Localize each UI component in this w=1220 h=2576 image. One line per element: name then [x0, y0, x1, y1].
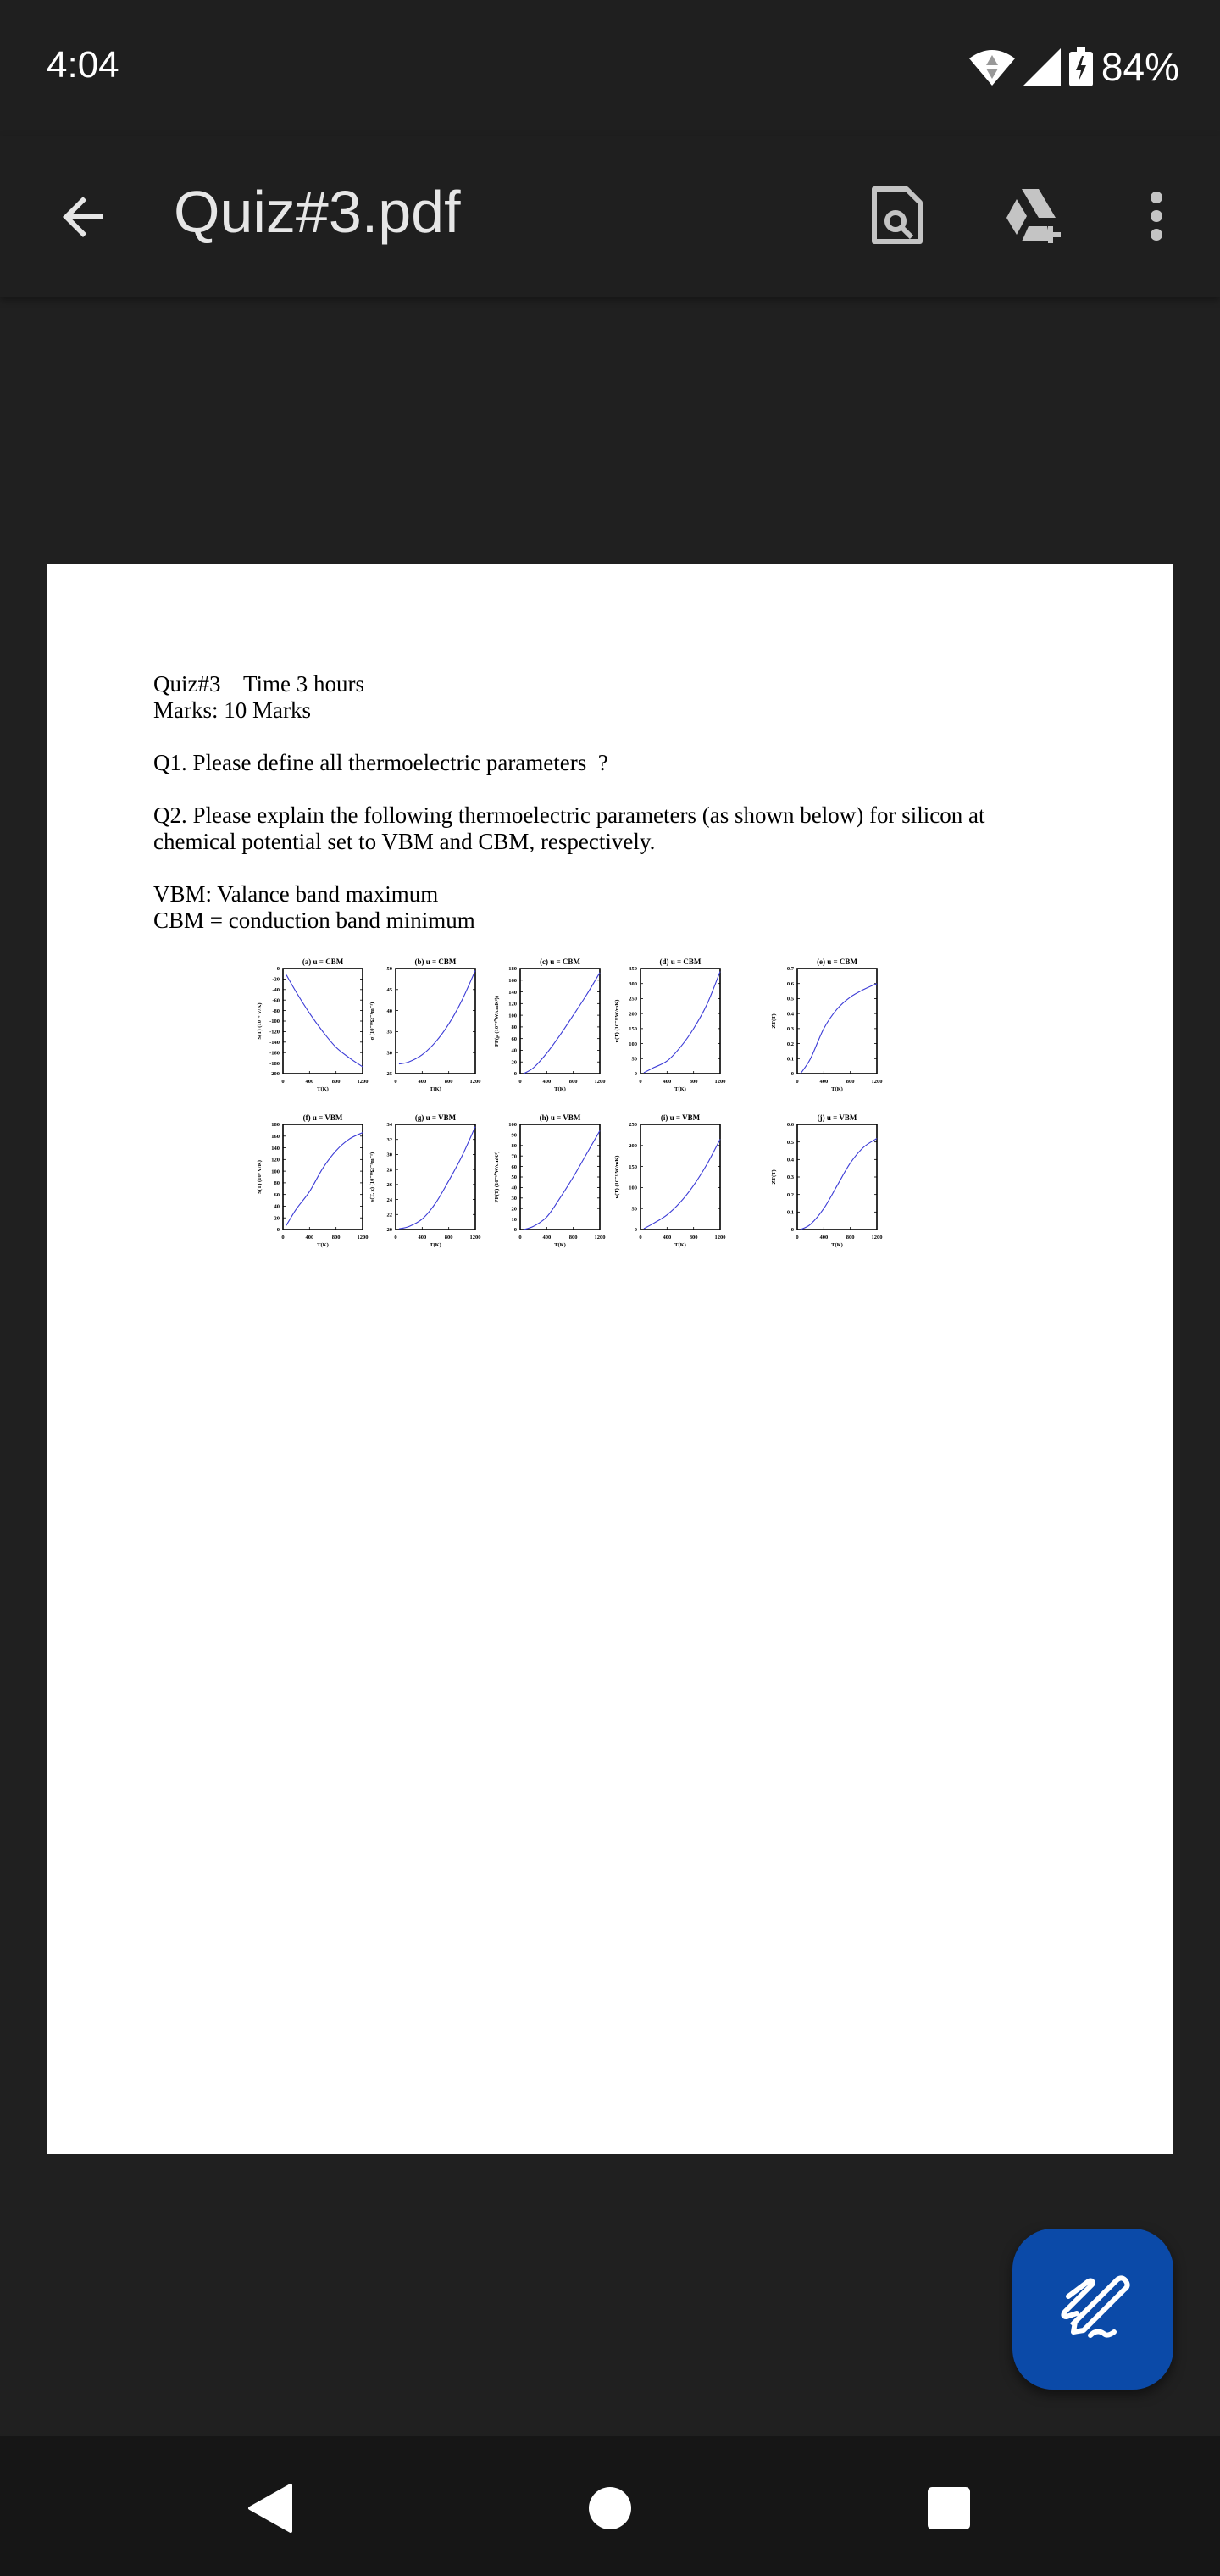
y-tick-label: -20 [272, 976, 280, 983]
y-tick-label: 20 [511, 1206, 517, 1213]
y-tick-label: 0.4 [786, 1157, 794, 1163]
x-axis-label: T(K) [317, 1242, 329, 1248]
y-tick-label: 20 [274, 1215, 280, 1222]
y-tick-label: 100 [629, 1185, 637, 1191]
y-tick-label: 0.1 [786, 1056, 794, 1063]
plot-frame [520, 969, 600, 1074]
y-tick-label: 0.2 [786, 1041, 794, 1047]
y-tick-label: 120 [508, 1001, 517, 1008]
y-tick-label: -80 [272, 1008, 280, 1014]
y-tick-label: 180 [508, 966, 517, 973]
question-2: Q2. Please explain the following thermoelectric parameters (as shown below) for silicon at chemical potential set to VBM and CBM, respectively. [153, 802, 985, 854]
y-tick-label: 0 [276, 966, 280, 973]
vbm-definition: VBM: Valance band maximum [153, 881, 439, 907]
data-series-line [286, 974, 363, 1067]
x-tick-label: 0 [394, 1079, 397, 1085]
x-tick-label: 1200 [357, 1235, 369, 1241]
plot-frame [520, 1124, 600, 1230]
chart-title: (b) u = CBM [414, 958, 457, 966]
y-tick-label: 0.5 [786, 996, 794, 1002]
x-tick-label: 800 [331, 1235, 341, 1241]
nav-recents-icon[interactable] [919, 2479, 979, 2538]
annotate-fab-button[interactable] [1012, 2229, 1173, 2390]
navigation-bar [0, 2436, 1220, 2576]
x-tick-label: 400 [542, 1235, 552, 1241]
app-bar [0, 136, 1220, 297]
y-tick-label: 0 [276, 1227, 280, 1234]
y-tick-label: 20 [386, 1227, 392, 1234]
data-series-line [524, 973, 600, 1074]
y-axis-label: ZT(T) [771, 1169, 777, 1185]
y-tick-label: 200 [629, 1011, 637, 1018]
y-tick-label: 100 [508, 1122, 517, 1129]
x-tick-label: 400 [819, 1235, 829, 1241]
x-tick-label: 1200 [871, 1235, 883, 1241]
x-tick-label: 0 [639, 1235, 642, 1241]
y-tick-label: -200 [269, 1071, 280, 1078]
x-axis-label: T(K) [430, 1242, 441, 1248]
y-tick-label: 26 [386, 1182, 392, 1189]
y-tick-label: 150 [629, 1163, 637, 1170]
y-tick-label: 100 [629, 1041, 637, 1047]
signal-icon [1023, 48, 1061, 86]
y-tick-label: 0.5 [786, 1139, 794, 1146]
x-tick-label: 400 [305, 1235, 314, 1241]
data-series-line [801, 984, 877, 1074]
x-tick-label: 400 [305, 1079, 314, 1085]
x-tick-label: 800 [444, 1079, 453, 1085]
cbm-definition: CBM = conduction band minimum [153, 908, 475, 933]
y-tick-label: 50 [631, 1056, 637, 1063]
x-tick-label: 0 [518, 1235, 522, 1241]
x-tick-label: 400 [663, 1079, 672, 1085]
y-tick-label: 10 [511, 1216, 517, 1223]
x-axis-label: T(K) [674, 1086, 686, 1092]
plot-frame [396, 1124, 475, 1230]
y-tick-label: 0 [634, 1071, 637, 1078]
x-tick-label: 400 [418, 1079, 427, 1085]
y-tick-label: 70 [511, 1153, 517, 1160]
more-vert-icon[interactable] [1123, 182, 1190, 250]
y-tick-label: 20 [511, 1059, 517, 1066]
x-axis-label: T(K) [430, 1086, 441, 1092]
x-tick-label: 0 [518, 1079, 522, 1085]
x-tick-label: 400 [418, 1235, 427, 1241]
y-tick-label: 0 [634, 1227, 637, 1234]
y-tick-label: 34 [386, 1122, 392, 1129]
y-tick-label: 32 [386, 1136, 392, 1143]
y-axis-label: κ(T) (10⁻¹³W/mK) [614, 999, 620, 1043]
y-tick-label: 250 [629, 996, 637, 1002]
y-tick-label: 0.4 [786, 1011, 794, 1018]
x-axis-label: T(K) [317, 1086, 329, 1092]
chart-title: (c) u = CBM [540, 958, 580, 966]
status-bar [0, 0, 1220, 136]
x-tick-label: 0 [796, 1079, 799, 1085]
y-tick-label: 40 [274, 1203, 280, 1210]
y-tick-label: 40 [511, 1047, 517, 1054]
data-series-line [399, 1127, 475, 1229]
x-tick-label: 0 [394, 1235, 397, 1241]
x-tick-label: 1200 [714, 1235, 726, 1241]
x-tick-label: 0 [639, 1079, 642, 1085]
question-1: Q1. Please define all thermoelectric parameters ? [153, 750, 608, 775]
y-tick-label: -160 [269, 1050, 280, 1057]
y-tick-label: 0.1 [786, 1209, 794, 1216]
x-tick-label: 800 [846, 1079, 855, 1085]
y-tick-label: -100 [269, 1019, 280, 1025]
y-tick-label: 160 [271, 1133, 280, 1140]
x-tick-label: 1200 [871, 1079, 883, 1085]
x-tick-label: 800 [444, 1235, 453, 1241]
data-series-line [286, 1133, 363, 1226]
plot-frame [396, 969, 475, 1074]
y-tick-label: -140 [269, 1040, 280, 1046]
quiz-header: Quiz#3 Time 3 hours [153, 671, 365, 697]
chart-title: (j) u = VBM [817, 1113, 857, 1122]
y-tick-label: 22 [386, 1212, 392, 1219]
y-axis-label: s(T, x) (10⁻¹⁸Ω⁻¹m⁻¹) [369, 1152, 375, 1202]
y-tick-label: 30 [386, 1050, 392, 1057]
y-tick-label: 35 [386, 1029, 392, 1035]
x-tick-label: 800 [846, 1235, 855, 1241]
y-tick-label: 0.6 [786, 1122, 794, 1129]
battery-percentage: 84% [1101, 45, 1179, 89]
status-icons [969, 44, 1179, 90]
y-tick-label: 50 [511, 1174, 517, 1181]
wifi-icon [969, 48, 1015, 86]
data-series-line [644, 1139, 720, 1229]
find-in-file-icon[interactable] [864, 182, 932, 250]
y-tick-label: 80 [274, 1180, 280, 1187]
nav-back-icon[interactable] [241, 2479, 301, 2538]
y-tick-label: 80 [511, 1143, 517, 1149]
x-tick-label: 1200 [594, 1079, 606, 1085]
data-series-line [399, 970, 475, 1063]
x-tick-label: 800 [689, 1235, 698, 1241]
x-axis-label: T(K) [554, 1242, 566, 1248]
data-series-line [524, 1130, 600, 1230]
drive-add-icon[interactable] [1000, 182, 1068, 250]
y-tick-label: 100 [271, 1169, 280, 1175]
chart-title: (g) u = VBM [414, 1113, 457, 1122]
plot-frame [283, 969, 363, 1074]
y-axis-label: σ (10⁻¹⁸Ω⁻¹m⁻¹) [369, 1002, 375, 1041]
pdf-page[interactable] [47, 564, 1173, 2154]
y-axis-label: ZT(T) [771, 1013, 777, 1029]
y-tick-label: 80 [511, 1024, 517, 1031]
thermoelectric-figure [47, 564, 1173, 1326]
plot-frame [797, 969, 877, 1074]
x-tick-label: 0 [281, 1079, 285, 1085]
y-tick-label: 0.6 [786, 980, 794, 987]
y-tick-label: 30 [386, 1152, 392, 1158]
y-tick-label: 50 [631, 1206, 637, 1213]
y-tick-label: 24 [386, 1196, 392, 1203]
y-tick-label: 30 [511, 1196, 517, 1202]
x-tick-label: 800 [689, 1079, 698, 1085]
y-tick-label: 50 [386, 966, 392, 973]
x-axis-label: T(K) [674, 1242, 686, 1248]
y-tick-label: 90 [511, 1132, 517, 1139]
y-tick-label: 60 [274, 1191, 280, 1198]
x-tick-label: 400 [663, 1235, 672, 1241]
back-arrow-icon[interactable] [53, 186, 114, 247]
nav-home-icon[interactable] [580, 2479, 640, 2538]
data-series-line [801, 1139, 877, 1230]
y-tick-label: 180 [271, 1122, 280, 1129]
y-axis-label: κ(T) (10⁻¹³W/mK) [614, 1155, 620, 1199]
battery-charging-icon [1069, 47, 1093, 86]
y-tick-label: 25 [386, 1071, 392, 1078]
y-axis-label: S(T) (10⁻⁶ V/K) [257, 1002, 263, 1040]
y-tick-label: 200 [629, 1143, 637, 1149]
data-series-line [644, 972, 720, 1073]
document-title: Quiz#3.pdf [174, 179, 461, 245]
y-tick-label: 45 [386, 987, 392, 993]
y-axis-label: PF(μ (10⁻¹⁰W/cmK²)) [494, 995, 500, 1047]
y-tick-label: 0.3 [786, 1026, 794, 1033]
x-axis-label: T(K) [831, 1242, 843, 1248]
y-tick-label: 0.2 [786, 1191, 794, 1198]
y-tick-label: 250 [629, 1122, 637, 1129]
y-tick-label: 0 [790, 1227, 794, 1234]
y-axis-label: PF(T) (10⁻¹⁰W/cmK²) [494, 1151, 500, 1203]
chart-title: (e) u = CBM [817, 958, 857, 966]
plot-frame [640, 1124, 720, 1230]
chart-title: (i) u = VBM [660, 1113, 701, 1122]
plot-frame [797, 1124, 877, 1230]
y-tick-label: 160 [508, 977, 517, 984]
y-tick-label: 28 [386, 1167, 392, 1174]
y-tick-label: 140 [508, 989, 517, 996]
y-tick-label: 0 [513, 1227, 517, 1234]
y-tick-label: 350 [629, 966, 637, 973]
x-tick-label: 1200 [594, 1235, 606, 1241]
x-axis-label: T(K) [831, 1086, 843, 1092]
x-tick-label: 800 [568, 1079, 578, 1085]
y-tick-label: 0.7 [786, 966, 794, 973]
chart-title: (d) u = CBM [659, 958, 702, 966]
pen-edit-icon [1012, 2229, 1173, 2390]
y-tick-label: -120 [269, 1029, 280, 1035]
chart-title: (a) u = CBM [302, 958, 344, 966]
y-tick-label: 60 [511, 1035, 517, 1042]
chart-title: (h) u = VBM [539, 1113, 581, 1122]
x-axis-label: T(K) [554, 1086, 566, 1092]
y-tick-label: 140 [271, 1145, 280, 1152]
y-tick-label: -40 [272, 987, 280, 993]
x-tick-label: 1200 [714, 1079, 726, 1085]
y-tick-label: 40 [386, 1008, 392, 1014]
marks-line: Marks: 10 Marks [153, 697, 311, 723]
plot-frame [640, 969, 720, 1074]
y-tick-label: 0 [790, 1071, 794, 1078]
y-tick-label: 60 [511, 1163, 517, 1170]
status-time: 4:04 [47, 44, 119, 86]
y-tick-label: 300 [629, 980, 637, 987]
y-tick-label: 100 [508, 1013, 517, 1019]
x-tick-label: 0 [281, 1235, 285, 1241]
y-tick-label: -60 [272, 997, 280, 1004]
y-tick-label: 40 [511, 1185, 517, 1191]
x-tick-label: 800 [331, 1079, 341, 1085]
y-tick-label: 0 [513, 1071, 517, 1078]
y-axis-label: S(T) (10⁶ V/K) [257, 1160, 263, 1194]
x-tick-label: 1200 [469, 1235, 481, 1241]
x-tick-label: 400 [542, 1079, 552, 1085]
y-tick-label: 150 [629, 1026, 637, 1033]
y-tick-label: 120 [271, 1157, 280, 1163]
x-tick-label: 1200 [469, 1079, 481, 1085]
x-tick-label: 0 [796, 1235, 799, 1241]
x-tick-label: 1200 [357, 1079, 369, 1085]
y-tick-label: -180 [269, 1060, 280, 1067]
x-tick-label: 800 [568, 1235, 578, 1241]
chart-title: (f) u = VBM [302, 1113, 343, 1122]
x-tick-label: 400 [819, 1079, 829, 1085]
y-tick-label: 0.3 [786, 1174, 794, 1181]
plot-frame [283, 1124, 363, 1230]
